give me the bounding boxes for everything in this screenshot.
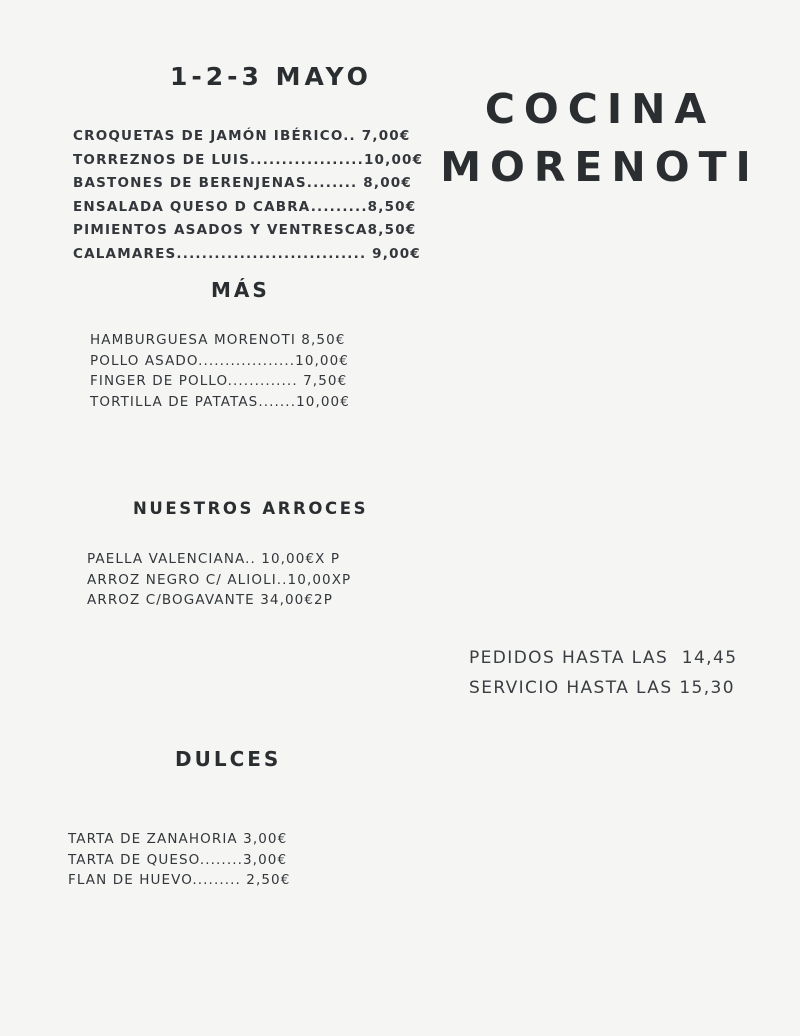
list-item: FINGER DE POLLO............. 7,50€ (90, 373, 348, 389)
list-item: FLAN DE HUEVO......... 2,50€ (68, 872, 291, 888)
list-item: HAMBURGUESA MORENOTI 8,50€ (90, 332, 346, 348)
list-item: PAELLA VALENCIANA.. 10,00€X P (87, 551, 341, 567)
list-item: TARTA DE QUESO........3,00€ (68, 851, 288, 868)
brand-line-1: COCINA (484, 85, 716, 133)
dulces-list (68, 829, 388, 891)
list-item: POLLO ASADO..................10,00€ (90, 352, 349, 369)
schedule-line-orders: PEDIDOS HASTA LAS 14,45 (469, 648, 738, 668)
arroces-list (87, 549, 407, 611)
list-item: PIMIENTOS ASADOS Y VENTRESCA8,50€ (73, 222, 417, 238)
schedule-block (469, 643, 789, 703)
list-item: TARTA DE ZANAHORIA 3,00€ (68, 831, 288, 847)
list-item: ENSALADA QUESO D CABRA.........8,50€ (73, 198, 417, 215)
list-item: TORTILLA DE PATATAS.......10,00€ (90, 393, 350, 410)
list-item: CALAMARES.............................. 9,00€ (73, 245, 421, 262)
brand-line-2: MORENOTI (440, 143, 760, 191)
list-item: ARROZ C/BOGAVANTE 34,00€2P (87, 592, 333, 608)
section-title-mas: MÁS (211, 278, 270, 302)
list-item: BASTONES DE BERENJENAS........ 8,00€ (73, 175, 412, 191)
list-item: ARROZ NEGRO C/ ALIOLI..10,00XP (87, 571, 352, 588)
brand-title (440, 80, 760, 196)
mas-list (90, 330, 390, 412)
specials-list (73, 125, 424, 266)
schedule-line-service: SERVICIO HASTA LAS 15,30 (469, 678, 735, 698)
list-item: CROQUETAS DE JAMÓN IBÉRICO.. 7,00€ (73, 128, 411, 144)
section-title-dulces: DULCES (175, 747, 282, 771)
section-title-arroces: NUESTROS ARROCES (133, 499, 369, 518)
list-item: TORREZNOS DE LUIS..................10,00€ (73, 151, 424, 168)
date-heading: 1-2-3 MAYO (170, 62, 372, 91)
